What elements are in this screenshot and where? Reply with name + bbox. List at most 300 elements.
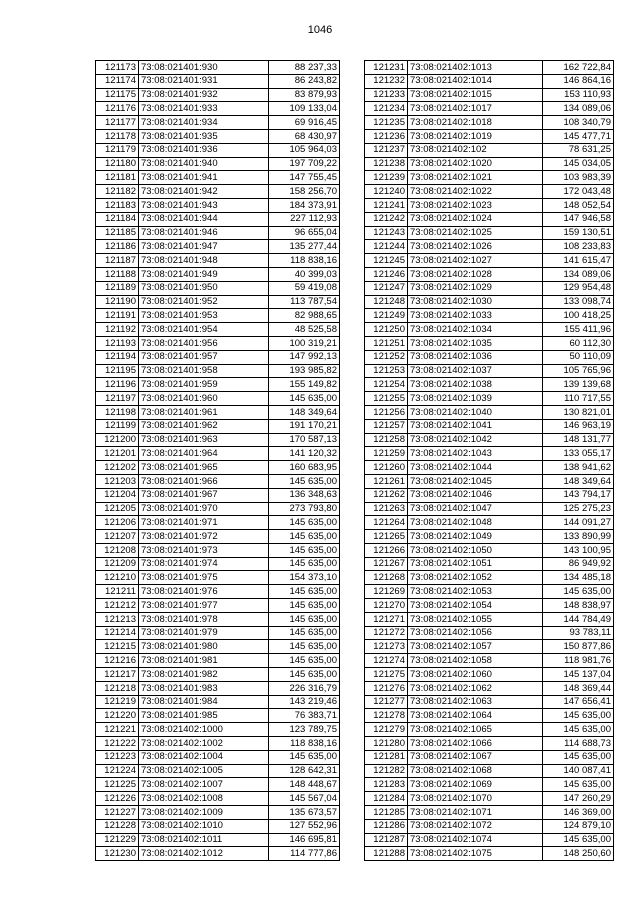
cadastral-number-cell: 73:08:021402:1008 [139, 792, 269, 806]
record-number-cell: 121247 [365, 281, 408, 295]
record-number-cell: 121234 [365, 102, 408, 116]
value-cell: 134 089,06 [543, 267, 614, 281]
record-number-cell: 121256 [365, 405, 408, 419]
table-row [365, 295, 614, 309]
record-number-cell: 121259 [365, 447, 408, 461]
cadastral-number-cell: 73:08:021401:957 [139, 350, 269, 364]
table-row [365, 129, 614, 143]
record-number-cell: 121257 [365, 419, 408, 433]
table-row [365, 488, 614, 502]
record-number-cell: 121230 [96, 847, 139, 861]
table-row [365, 695, 614, 709]
table-row [96, 681, 340, 695]
cadastral-number-cell: 73:08:021401:934 [139, 116, 269, 130]
value-cell: 145 477,71 [543, 129, 614, 143]
record-number-cell: 121244 [365, 240, 408, 254]
value-cell: 145 635,00 [269, 668, 340, 682]
table-row [96, 585, 340, 599]
cadastral-number-cell: 73:08:021401:970 [139, 502, 269, 516]
table-row [365, 543, 614, 557]
table-row [365, 599, 614, 613]
record-number-cell: 121277 [365, 695, 408, 709]
cadastral-number-cell: 73:08:021402:1072 [408, 819, 543, 833]
table-row [96, 557, 340, 571]
record-number-cell: 121241 [365, 198, 408, 212]
table-row [365, 281, 614, 295]
cadastral-number-cell: 73:08:021402:1014 [408, 74, 543, 88]
table-row [96, 88, 340, 102]
value-cell: 40 399,03 [269, 267, 340, 281]
record-number-cell: 121282 [365, 764, 408, 778]
record-number-cell: 121191 [96, 309, 139, 323]
cadastral-number-cell: 73:08:021401:983 [139, 681, 269, 695]
table-row [365, 157, 614, 171]
record-number-cell: 121187 [96, 254, 139, 268]
record-number-cell: 121211 [96, 585, 139, 599]
table-row [365, 764, 614, 778]
value-cell: 145 635,00 [269, 750, 340, 764]
cadastral-number-cell: 73:08:021402:1019 [408, 129, 543, 143]
value-cell: 147 946,58 [543, 212, 614, 226]
table-row [96, 516, 340, 530]
value-cell: 193 985,82 [269, 364, 340, 378]
table-row [365, 254, 614, 268]
cadastral-number-cell: 73:08:021401:946 [139, 226, 269, 240]
record-number-cell: 121208 [96, 543, 139, 557]
table-row [96, 612, 340, 626]
value-cell: 114 688,73 [543, 737, 614, 751]
table-row [96, 171, 340, 185]
table-row [365, 654, 614, 668]
table-row [96, 723, 340, 737]
cadastral-number-cell: 73:08:021401:960 [139, 392, 269, 406]
value-cell: 145 635,00 [269, 392, 340, 406]
cadastral-number-cell: 73:08:021402:1047 [408, 502, 543, 516]
cadastral-number-cell: 73:08:021402:1067 [408, 750, 543, 764]
cadastral-number-cell: 73:08:021401:962 [139, 419, 269, 433]
cadastral-number-cell: 73:08:021402:1052 [408, 571, 543, 585]
table-row [96, 364, 340, 378]
table-row [96, 74, 340, 88]
cadastral-number-cell: 73:08:021402:1044 [408, 461, 543, 475]
table-row [365, 240, 614, 254]
value-cell: 140 087,41 [543, 764, 614, 778]
value-cell: 191 170,21 [269, 419, 340, 433]
cadastral-number-cell: 73:08:021402:1029 [408, 281, 543, 295]
table-row [365, 530, 614, 544]
table-row [365, 185, 614, 199]
table-row [365, 309, 614, 323]
value-cell: 145 034,05 [543, 157, 614, 171]
value-cell: 226 316,79 [269, 681, 340, 695]
value-cell: 114 777,86 [269, 847, 340, 861]
value-cell: 145 635,00 [269, 599, 340, 613]
value-cell: 153 110,93 [543, 88, 614, 102]
table-row [96, 61, 340, 75]
cadastral-number-cell: 73:08:021402:1055 [408, 612, 543, 626]
cadastral-number-cell: 73:08:021402:1000 [139, 723, 269, 737]
value-cell: 148 131,77 [543, 433, 614, 447]
record-number-cell: 121217 [96, 668, 139, 682]
cadastral-number-cell: 73:08:021402:1056 [408, 626, 543, 640]
value-cell: 170 587,13 [269, 433, 340, 447]
table-row [96, 571, 340, 585]
cadastral-number-cell: 73:08:021401:975 [139, 571, 269, 585]
cadastral-number-cell: 73:08:021401:956 [139, 336, 269, 350]
table-row [96, 336, 340, 350]
value-cell: 146 963,19 [543, 419, 614, 433]
table-row [365, 61, 614, 75]
record-number-cell: 121238 [365, 157, 408, 171]
value-cell: 150 877,86 [543, 640, 614, 654]
table-row [365, 668, 614, 682]
table-row [365, 612, 614, 626]
value-cell: 133 055,17 [543, 447, 614, 461]
cadastral-number-cell: 73:08:021402:1062 [408, 681, 543, 695]
table-row [96, 267, 340, 281]
cadastral-number-cell: 73:08:021401:984 [139, 695, 269, 709]
record-number-cell: 121232 [365, 74, 408, 88]
record-number-cell: 121279 [365, 723, 408, 737]
table-row [96, 447, 340, 461]
table-row [96, 392, 340, 406]
table-row [96, 405, 340, 419]
value-cell: 60 112,30 [543, 336, 614, 350]
value-cell: 227 112,93 [269, 212, 340, 226]
value-cell: 197 709,22 [269, 157, 340, 171]
value-cell: 145 635,00 [269, 585, 340, 599]
value-cell: 145 635,00 [543, 833, 614, 847]
value-cell: 76 383,71 [269, 709, 340, 723]
table-row [365, 557, 614, 571]
value-cell: 118 838,16 [269, 254, 340, 268]
table-row [365, 433, 614, 447]
value-cell: 154 373,10 [269, 571, 340, 585]
value-cell: 147 260,29 [543, 792, 614, 806]
table-row [96, 226, 340, 240]
record-number-cell: 121267 [365, 557, 408, 571]
table-row [96, 143, 340, 157]
record-number-cell: 121215 [96, 640, 139, 654]
record-number-cell: 121212 [96, 599, 139, 613]
table-row [365, 847, 614, 861]
value-cell: 100 319,21 [269, 336, 340, 350]
record-number-cell: 121178 [96, 129, 139, 143]
cadastral-number-cell: 73:08:021402:1009 [139, 806, 269, 820]
cadastral-number-cell: 73:08:021401:967 [139, 488, 269, 502]
cadastral-number-cell: 73:08:021401:944 [139, 212, 269, 226]
table-row [365, 405, 614, 419]
record-number-cell: 121286 [365, 819, 408, 833]
cadastral-number-cell: 73:08:021401:974 [139, 557, 269, 571]
value-cell: 69 916,45 [269, 116, 340, 130]
cadastral-number-cell: 73:08:021401:964 [139, 447, 269, 461]
cadastral-number-cell: 73:08:021401:930 [139, 61, 269, 75]
cadastral-number-cell: 73:08:021401:932 [139, 88, 269, 102]
record-number-cell: 121216 [96, 654, 139, 668]
table-row [96, 764, 340, 778]
value-cell: 144 091,27 [543, 516, 614, 530]
value-cell: 50 110,09 [543, 350, 614, 364]
value-cell: 145 635,00 [269, 557, 340, 571]
record-number-cell: 121176 [96, 102, 139, 116]
table-row [365, 750, 614, 764]
table-row [365, 737, 614, 751]
table-row [365, 74, 614, 88]
value-cell: 145 635,00 [269, 654, 340, 668]
cadastral-number-cell: 73:08:021402:1025 [408, 226, 543, 240]
value-cell: 128 642,31 [269, 764, 340, 778]
value-cell: 93 783,11 [543, 626, 614, 640]
record-number-cell: 121252 [365, 350, 408, 364]
value-cell: 86 243,82 [269, 74, 340, 88]
record-number-cell: 121179 [96, 143, 139, 157]
value-cell: 145 137,04 [543, 668, 614, 682]
record-number-cell: 121181 [96, 171, 139, 185]
register-table-right [364, 60, 614, 861]
value-cell: 162 722,84 [543, 61, 614, 75]
table-row [365, 819, 614, 833]
cadastral-number-cell: 73:08:021401:943 [139, 198, 269, 212]
table-row [96, 350, 340, 364]
value-cell: 83 879,93 [269, 88, 340, 102]
value-cell: 147 992,13 [269, 350, 340, 364]
value-cell: 148 838,97 [543, 599, 614, 613]
record-number-cell: 121288 [365, 847, 408, 861]
table-row [96, 750, 340, 764]
value-cell: 145 635,00 [543, 585, 614, 599]
record-number-cell: 121280 [365, 737, 408, 751]
value-cell: 59 419,08 [269, 281, 340, 295]
value-cell: 148 349,64 [543, 474, 614, 488]
value-cell: 135 673,57 [269, 806, 340, 820]
table-row [96, 474, 340, 488]
record-number-cell: 121193 [96, 336, 139, 350]
value-cell: 118 981,76 [543, 654, 614, 668]
record-number-cell: 121275 [365, 668, 408, 682]
cadastral-number-cell: 73:08:021402:1024 [408, 212, 543, 226]
table-row [96, 530, 340, 544]
value-cell: 105 765,96 [543, 364, 614, 378]
cadastral-number-cell: 73:08:021402:1071 [408, 806, 543, 820]
table-row [365, 378, 614, 392]
record-number-cell: 121189 [96, 281, 139, 295]
value-cell: 139 139,68 [543, 378, 614, 392]
value-cell: 145 635,00 [269, 626, 340, 640]
table-row [96, 198, 340, 212]
record-number-cell: 121226 [96, 792, 139, 806]
table-row [365, 267, 614, 281]
record-number-cell: 121239 [365, 171, 408, 185]
table-row [96, 640, 340, 654]
table-row [365, 806, 614, 820]
record-number-cell: 121199 [96, 419, 139, 433]
value-cell: 113 787,54 [269, 295, 340, 309]
value-cell: 145 635,00 [269, 640, 340, 654]
cadastral-number-cell: 73:08:021402:1042 [408, 433, 543, 447]
record-number-cell: 121190 [96, 295, 139, 309]
cadastral-number-cell: 73:08:021402:1068 [408, 764, 543, 778]
table-row [365, 323, 614, 337]
cadastral-number-cell: 73:08:021402:1007 [139, 778, 269, 792]
cadastral-number-cell: 73:08:021402:1064 [408, 709, 543, 723]
cadastral-number-cell: 73:08:021402:1022 [408, 185, 543, 199]
value-cell: 148 349,64 [269, 405, 340, 419]
record-number-cell: 121264 [365, 516, 408, 530]
table-row [365, 212, 614, 226]
cadastral-number-cell: 73:08:021401:958 [139, 364, 269, 378]
record-number-cell: 121174 [96, 74, 139, 88]
value-cell: 159 130,51 [543, 226, 614, 240]
table-row [365, 392, 614, 406]
cadastral-number-cell: 73:08:021402:1002 [139, 737, 269, 751]
value-cell: 155 149,82 [269, 378, 340, 392]
record-number-cell: 121184 [96, 212, 139, 226]
table-row [96, 695, 340, 709]
table-row [365, 102, 614, 116]
record-number-cell: 121284 [365, 792, 408, 806]
table-row [365, 723, 614, 737]
register-table-left [95, 60, 340, 861]
table-row [96, 599, 340, 613]
record-number-cell: 121242 [365, 212, 408, 226]
record-number-cell: 121269 [365, 585, 408, 599]
page-number: 1046 [307, 24, 333, 36]
table-row [96, 502, 340, 516]
cadastral-number-cell: 73:08:021402:1033 [408, 309, 543, 323]
cadastral-number-cell: 73:08:021402:1034 [408, 323, 543, 337]
cadastral-number-cell: 73:08:021402:1028 [408, 267, 543, 281]
table-row [365, 681, 614, 695]
cadastral-number-cell: 73:08:021402:1036 [408, 350, 543, 364]
table-row [96, 778, 340, 792]
record-number-cell: 121177 [96, 116, 139, 130]
value-cell: 109 133,04 [269, 102, 340, 116]
cadastral-number-cell: 73:08:021402:1045 [408, 474, 543, 488]
value-cell: 145 635,00 [269, 474, 340, 488]
table-row [365, 833, 614, 847]
cadastral-number-cell: 73:08:021402:1026 [408, 240, 543, 254]
table-row [96, 281, 340, 295]
record-number-cell: 121213 [96, 612, 139, 626]
table-row [365, 447, 614, 461]
table-row [96, 102, 340, 116]
cadastral-number-cell: 73:08:021401:981 [139, 654, 269, 668]
cadastral-number-cell: 73:08:021401:982 [139, 668, 269, 682]
value-cell: 129 954,48 [543, 281, 614, 295]
table-row [96, 819, 340, 833]
record-number-cell: 121271 [365, 612, 408, 626]
record-number-cell: 121251 [365, 336, 408, 350]
table-row [365, 502, 614, 516]
record-number-cell: 121222 [96, 737, 139, 751]
table-row [96, 157, 340, 171]
cadastral-number-cell: 73:08:021401:953 [139, 309, 269, 323]
value-cell: 135 277,44 [269, 240, 340, 254]
cadastral-number-cell: 73:08:021401:941 [139, 171, 269, 185]
table-row [96, 461, 340, 475]
value-cell: 138 941,62 [543, 461, 614, 475]
table-row [96, 709, 340, 723]
record-number-cell: 121227 [96, 806, 139, 820]
record-number-cell: 121254 [365, 378, 408, 392]
table-row [365, 143, 614, 157]
record-number-cell: 121186 [96, 240, 139, 254]
cadastral-number-cell: 73:08:021402:1054 [408, 599, 543, 613]
table-row [365, 640, 614, 654]
record-number-cell: 121183 [96, 198, 139, 212]
record-number-cell: 121180 [96, 157, 139, 171]
cadastral-number-cell: 73:08:021402:1015 [408, 88, 543, 102]
cadastral-number-cell: 73:08:021402:1023 [408, 198, 543, 212]
cadastral-number-cell: 73:08:021401:949 [139, 267, 269, 281]
value-cell: 146 695,81 [269, 833, 340, 847]
cadastral-number-cell: 73:08:021401:947 [139, 240, 269, 254]
record-number-cell: 121233 [365, 88, 408, 102]
record-number-cell: 121272 [365, 626, 408, 640]
cadastral-number-cell: 73:08:021402:1020 [408, 157, 543, 171]
record-number-cell: 121202 [96, 461, 139, 475]
cadastral-number-cell: 73:08:021401:935 [139, 129, 269, 143]
value-cell: 141 615,47 [543, 254, 614, 268]
value-cell: 100 418,25 [543, 309, 614, 323]
table-row [365, 226, 614, 240]
value-cell: 145 567,04 [269, 792, 340, 806]
value-cell: 172 043,48 [543, 185, 614, 199]
value-cell: 145 635,00 [269, 543, 340, 557]
record-number-cell: 121237 [365, 143, 408, 157]
record-number-cell: 121214 [96, 626, 139, 640]
record-number-cell: 121224 [96, 764, 139, 778]
value-cell: 145 635,00 [543, 723, 614, 737]
table-row [365, 364, 614, 378]
table-row [96, 543, 340, 557]
table-row [365, 474, 614, 488]
cadastral-number-cell: 73:08:021402:1066 [408, 737, 543, 751]
value-cell: 110 717,55 [543, 392, 614, 406]
cadastral-number-cell: 73:08:021402:1048 [408, 516, 543, 530]
record-number-cell: 121278 [365, 709, 408, 723]
value-cell: 160 683,95 [269, 461, 340, 475]
record-number-cell: 121265 [365, 530, 408, 544]
table-row [96, 833, 340, 847]
record-number-cell: 121285 [365, 806, 408, 820]
record-number-cell: 121209 [96, 557, 139, 571]
record-number-cell: 121243 [365, 226, 408, 240]
value-cell: 130 821,01 [543, 405, 614, 419]
record-number-cell: 121249 [365, 309, 408, 323]
record-number-cell: 121188 [96, 267, 139, 281]
cadastral-number-cell: 73:08:021401:963 [139, 433, 269, 447]
record-number-cell: 121248 [365, 295, 408, 309]
record-number-cell: 121281 [365, 750, 408, 764]
value-cell: 158 256,70 [269, 185, 340, 199]
cadastral-number-cell: 73:08:021402:1060 [408, 668, 543, 682]
cadastral-number-cell: 73:08:021401:976 [139, 585, 269, 599]
record-number-cell: 121204 [96, 488, 139, 502]
cadastral-number-cell: 73:08:021401:985 [139, 709, 269, 723]
record-number-cell: 121182 [96, 185, 139, 199]
record-number-cell: 121258 [365, 433, 408, 447]
value-cell: 145 635,00 [269, 612, 340, 626]
table-row [365, 116, 614, 130]
cadastral-number-cell: 73:08:021402:1039 [408, 392, 543, 406]
cadastral-number-cell: 73:08:021401:933 [139, 102, 269, 116]
table-row [96, 212, 340, 226]
cadastral-number-cell: 73:08:021402:1057 [408, 640, 543, 654]
record-number-cell: 121228 [96, 819, 139, 833]
value-cell: 145 635,00 [543, 709, 614, 723]
